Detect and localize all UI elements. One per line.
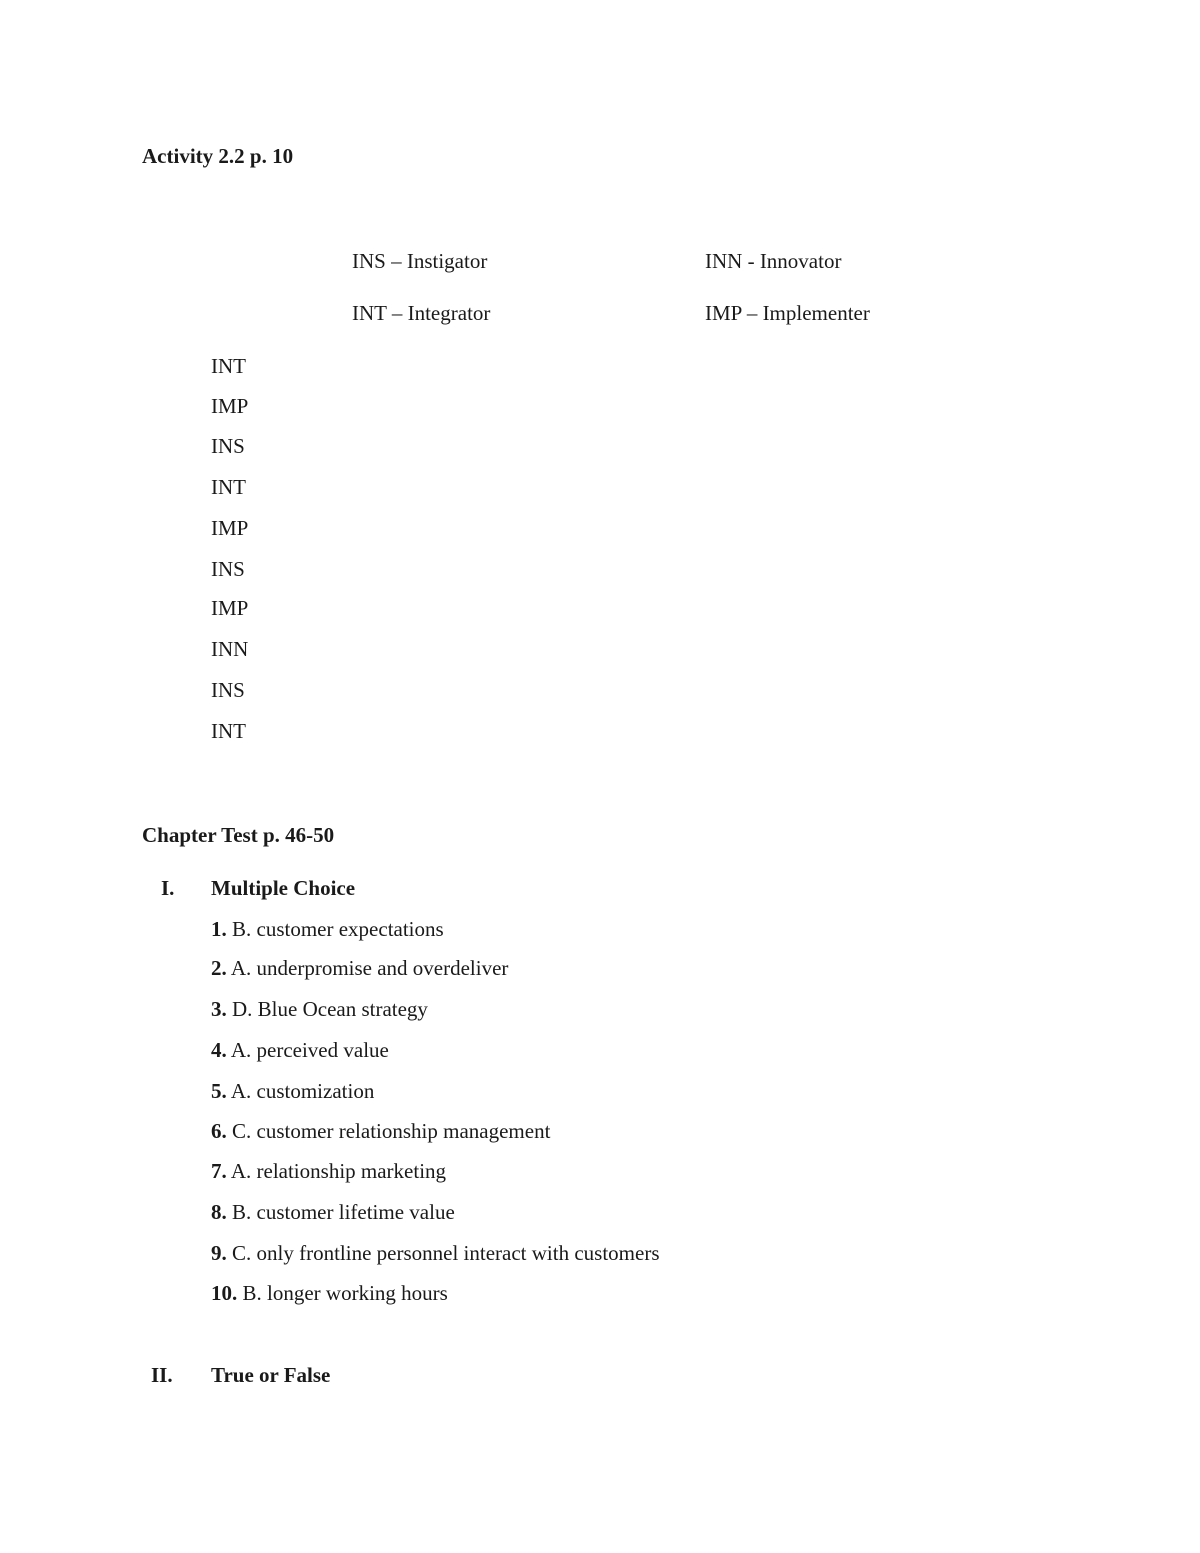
item-answer: INT <box>211 475 246 499</box>
section-number: I. <box>161 876 175 900</box>
list-item <box>211 958 508 979</box>
list-item <box>211 1040 389 1061</box>
item-number: 5. <box>211 1079 227 1103</box>
item-answer: INT <box>211 719 246 743</box>
section-title: True or False <box>211 1363 331 1387</box>
item-number: 8. <box>211 1200 227 1224</box>
item-answer: INS <box>211 434 245 458</box>
item-answer: INT <box>211 354 246 378</box>
item-number: 9. <box>211 1241 227 1265</box>
legend-implementer: IMP – Implementer <box>705 301 870 325</box>
list-item <box>211 1161 446 1182</box>
item-answer: B. customer expectations <box>226 917 444 941</box>
list-item <box>211 919 444 940</box>
list-item <box>211 1243 660 1264</box>
item-number: 2. <box>211 956 227 980</box>
item-answer: A. perceived value <box>226 1038 389 1062</box>
item-answer: A. relationship marketing <box>226 1159 447 1183</box>
list-item <box>211 999 428 1020</box>
list-item <box>211 1121 550 1142</box>
item-answer: B. customer lifetime value <box>226 1200 455 1224</box>
item-number: 6. <box>211 1119 227 1143</box>
item-answer: D. Blue Ocean strategy <box>226 997 428 1021</box>
item-answer: INS <box>211 557 245 581</box>
item-answer: INS <box>211 678 245 702</box>
legend-instigator: INS – Instigator <box>352 249 488 273</box>
list-item <box>211 1283 448 1304</box>
section-heading-multiple-choice <box>0 878 1200 902</box>
list-item <box>211 1202 455 1223</box>
item-number: 4. <box>211 1038 227 1062</box>
section-number: II. <box>151 1363 173 1387</box>
section-title: Multiple Choice <box>211 876 356 900</box>
item-answer: C. only frontline personnel interact with customers <box>226 1241 660 1265</box>
item-answer: IMP <box>211 394 249 418</box>
item-number: 3. <box>211 997 227 1021</box>
list-item <box>211 1081 374 1102</box>
legend-integrator: INT – Integrator <box>352 301 491 325</box>
section-heading-true-or-false <box>0 1365 1200 1389</box>
item-number: 7. <box>211 1159 227 1183</box>
item-answer: A. underpromise and overdeliver <box>226 956 509 980</box>
chapter-test-title: Chapter Test p. 46-50 <box>142 823 335 847</box>
legend-innovator: INN - Innovator <box>705 249 842 273</box>
item-number: 10. <box>211 1281 238 1305</box>
item-answer: INN <box>211 637 249 661</box>
item-answer: C. customer relationship management <box>226 1119 551 1143</box>
item-answer: IMP <box>211 596 249 620</box>
item-answer: A. customization <box>226 1079 375 1103</box>
activity-title: Activity 2.2 p. 10 <box>142 144 294 168</box>
item-answer: IMP <box>211 516 249 540</box>
item-answer: B. longer working hours <box>237 1281 448 1305</box>
item-number: 1. <box>211 917 227 941</box>
